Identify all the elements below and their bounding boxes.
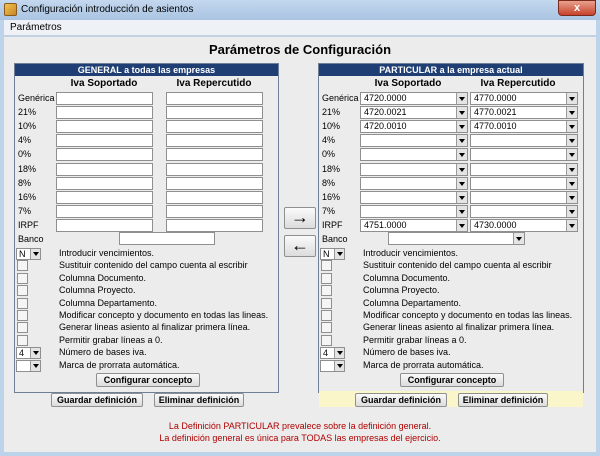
particular-repercutido-select[interactable] xyxy=(470,120,578,133)
chevron-down-icon[interactable] xyxy=(334,361,344,371)
particular-option-label: Columna Proyecto. xyxy=(363,285,440,295)
particular-option-label: Marca de prorrata automática. xyxy=(363,360,484,370)
particular-row-label: IRPF xyxy=(322,220,343,230)
general-soportado-input[interactable] xyxy=(56,177,153,190)
select-value: 4770.0021 xyxy=(474,107,517,117)
general-repercutido-input[interactable] xyxy=(166,120,263,133)
general-repercutido-input[interactable] xyxy=(166,92,263,105)
general-soportado-input[interactable] xyxy=(56,92,153,105)
chevron-down-icon[interactable] xyxy=(566,93,577,104)
chevron-down-icon[interactable] xyxy=(334,249,344,259)
particular-guardar-definicion-button[interactable]: Guardar definición xyxy=(355,393,447,407)
general-soportado-input[interactable] xyxy=(56,163,153,176)
particular-banco-label: Banco xyxy=(322,234,348,244)
general-header: GENERAL a todas las empresas xyxy=(15,64,278,76)
general-row-label: 8% xyxy=(18,178,32,188)
chevron-down-icon[interactable] xyxy=(566,135,577,146)
general-row-label: 7% xyxy=(18,206,32,216)
particular-repercutido-select[interactable] xyxy=(470,148,578,161)
chevron-down-icon[interactable] xyxy=(566,149,577,160)
particular-repercutido-select[interactable] xyxy=(470,191,578,204)
particular-repercutido-select[interactable] xyxy=(470,134,578,147)
general-option-label: Permitir grabar líneas a 0. xyxy=(59,335,163,345)
general-guardar-definicion-button[interactable]: Guardar definición xyxy=(51,393,143,407)
particular-repercutido-select[interactable] xyxy=(470,205,578,218)
general-row-label: 0% xyxy=(18,149,32,159)
particular-col-soportado: Iva Soportado xyxy=(374,78,442,89)
chevron-down-icon[interactable] xyxy=(566,178,577,189)
select-value: 4 xyxy=(323,348,329,358)
particular-soportado-select[interactable] xyxy=(360,92,468,105)
general-repercutido-input[interactable] xyxy=(166,106,263,119)
general-row-label: 18% xyxy=(18,164,37,174)
general-banco-input[interactable] xyxy=(119,232,215,245)
select-value: 4720.0010 xyxy=(364,121,407,131)
chevron-down-icon[interactable] xyxy=(456,107,467,118)
general-soportado-input[interactable] xyxy=(56,106,153,119)
particular-soportado-select[interactable] xyxy=(360,148,468,161)
particular-option-checkbox[interactable] xyxy=(321,310,332,321)
chevron-down-icon[interactable] xyxy=(334,348,344,358)
copy-to-particular-button[interactable] xyxy=(284,207,316,229)
particular-row-label: 10% xyxy=(322,121,341,131)
particular-banco-select[interactable] xyxy=(388,232,525,245)
particular-repercutido-select[interactable] xyxy=(470,106,578,119)
chevron-down-icon[interactable] xyxy=(566,220,577,231)
general-option-checkbox[interactable] xyxy=(17,285,28,296)
chevron-down-icon[interactable] xyxy=(456,121,467,132)
general-option-label: Introducir vencimientos. xyxy=(59,248,155,258)
general-option-label: Columna Departamento. xyxy=(59,298,158,308)
particular-row-label: 0% xyxy=(322,149,336,159)
general-option-select[interactable] xyxy=(16,360,41,372)
general-soportado-input[interactable] xyxy=(56,205,153,218)
particular-soportado-select[interactable] xyxy=(360,120,468,133)
chevron-down-icon[interactable] xyxy=(456,220,467,231)
page-title: Parámetros de Configuración xyxy=(208,42,392,57)
particular-option-label: Sustituir contenido del campo cuenta al escribir xyxy=(363,260,552,270)
general-row-label: IRPF xyxy=(18,220,39,230)
select-value: 4770.0000 xyxy=(474,93,517,103)
chevron-down-icon[interactable] xyxy=(456,135,467,146)
select-value: 4770.0010 xyxy=(474,121,517,131)
general-col-repercutido: Iva Repercutido xyxy=(176,78,252,89)
close-button[interactable]: x xyxy=(558,0,596,16)
particular-col-repercutido: Iva Repercutido xyxy=(480,78,556,89)
chevron-down-icon[interactable] xyxy=(456,206,467,217)
chevron-down-icon[interactable] xyxy=(456,178,467,189)
general-option-checkbox[interactable] xyxy=(17,335,28,346)
particular-option-select[interactable] xyxy=(320,360,345,372)
general-option-select[interactable] xyxy=(16,347,41,359)
general-row-label: 4% xyxy=(18,135,32,145)
general-row-label: 21% xyxy=(18,107,37,117)
general-option-checkbox[interactable] xyxy=(17,260,28,271)
particular-option-checkbox[interactable] xyxy=(321,285,332,296)
particular-option-label: Permitir grabar líneas a 0. xyxy=(363,335,467,345)
particular-option-checkbox[interactable] xyxy=(321,260,332,271)
general-repercutido-input[interactable] xyxy=(166,205,263,218)
particular-soportado-select[interactable] xyxy=(360,163,468,176)
chevron-down-icon[interactable] xyxy=(30,361,40,371)
general-repercutido-input[interactable] xyxy=(166,163,263,176)
particular-repercutido-select[interactable] xyxy=(470,163,578,176)
particular-option-label: Introducir vencimientos. xyxy=(363,248,459,258)
chevron-down-icon[interactable] xyxy=(30,249,40,259)
general-repercutido-input[interactable] xyxy=(166,219,263,232)
chevron-down-icon[interactable] xyxy=(456,93,467,104)
particular-option-label: Generar lineas asiento al finalizar primera línea. xyxy=(363,322,555,332)
general-soportado-input[interactable] xyxy=(56,134,153,147)
general-option-label: Columna Documento. xyxy=(59,273,147,283)
particular-soportado-select[interactable] xyxy=(360,177,468,190)
general-option-checkbox[interactable] xyxy=(17,298,28,309)
general-option-checkbox[interactable] xyxy=(17,310,28,321)
particular-header: PARTICULAR a la empresa actual xyxy=(319,64,583,76)
general-soportado-input[interactable] xyxy=(56,148,153,161)
chevron-down-icon[interactable] xyxy=(30,348,40,358)
general-option-label: Modificar concepto y documento en todas las lineas. xyxy=(59,310,269,320)
general-option-select[interactable] xyxy=(16,248,41,260)
particular-row-label: 7% xyxy=(322,206,336,216)
general-repercutido-input[interactable] xyxy=(166,177,263,190)
general-row-label: Genérica xyxy=(18,93,55,103)
general-eliminar-definicion-button[interactable]: Eliminar definición xyxy=(154,393,244,407)
menu-bar xyxy=(4,20,596,36)
general-soportado-input[interactable] xyxy=(56,120,153,133)
select-value: N xyxy=(19,249,26,259)
particular-option-checkbox[interactable] xyxy=(321,273,332,284)
general-option-label: Sustituir contenido del campo cuenta al escribir xyxy=(59,260,248,270)
particular-soportado-select[interactable] xyxy=(360,134,468,147)
particular-row-label: 18% xyxy=(322,164,341,174)
footer-note-1: La Definición PARTICULAR prevalece sobre la definición general. xyxy=(168,421,432,431)
particular-repercutido-select[interactable] xyxy=(470,92,578,105)
particular-option-select[interactable] xyxy=(320,248,345,260)
general-row-label: 10% xyxy=(18,121,37,131)
chevron-down-icon[interactable] xyxy=(566,206,577,217)
particular-option-label: Columna Documento. xyxy=(363,273,451,283)
general-soportado-input[interactable] xyxy=(56,191,153,204)
chevron-down-icon[interactable] xyxy=(456,149,467,160)
particular-row-label: 16% xyxy=(322,192,341,202)
select-value: 4 xyxy=(19,348,25,358)
particular-option-select[interactable] xyxy=(320,347,345,359)
particular-repercutido-select[interactable] xyxy=(470,177,578,190)
menu-parametros[interactable]: Parámetros xyxy=(10,22,62,33)
select-value: 4730.0000 xyxy=(474,220,517,230)
general-option-label: Marca de prorrata automática. xyxy=(59,360,180,370)
particular-option-label: Modificar concepto y documento en todas las lineas. xyxy=(363,310,573,320)
particular-soportado-select[interactable] xyxy=(360,191,468,204)
select-value: 4751.0000 xyxy=(364,220,407,230)
general-repercutido-input[interactable] xyxy=(166,191,263,204)
particular-option-checkbox[interactable] xyxy=(321,298,332,309)
footer-note-2: La definición general es única para TODAS las empresas del ejercicio. xyxy=(159,433,441,443)
particular-repercutido-select[interactable] xyxy=(470,219,578,232)
general-option-checkbox[interactable] xyxy=(17,273,28,284)
particular-option-label: Número de bases iva. xyxy=(363,347,451,357)
particular-soportado-select[interactable] xyxy=(360,106,468,119)
particular-row-label: Genérica xyxy=(322,93,359,103)
general-repercutido-input[interactable] xyxy=(166,134,263,147)
copy-to-general-button[interactable] xyxy=(284,235,316,257)
general-option-label: Generar lineas asiento al finalizar primera línea. xyxy=(59,322,251,332)
particular-soportado-select[interactable] xyxy=(360,219,468,232)
chevron-down-icon[interactable] xyxy=(456,192,467,203)
chevron-down-icon[interactable] xyxy=(513,233,524,244)
general-option-label: Columna Proyecto. xyxy=(59,285,136,295)
particular-eliminar-definicion-button[interactable]: Eliminar definición xyxy=(458,393,548,407)
chevron-down-icon[interactable] xyxy=(456,164,467,175)
arrow-right-icon: → xyxy=(291,207,309,227)
particular-option-checkbox[interactable] xyxy=(321,322,332,333)
particular-option-checkbox[interactable] xyxy=(321,335,332,346)
particular-option-label: Columna Departamento. xyxy=(363,298,462,308)
general-configurar-concepto-button[interactable]: Configurar concepto xyxy=(96,373,200,387)
particular-row-label: 21% xyxy=(322,107,341,117)
general-soportado-input[interactable] xyxy=(56,219,153,232)
general-banco-label: Banco xyxy=(18,234,44,244)
general-row-label: 16% xyxy=(18,192,37,202)
select-value: 4720.0000 xyxy=(364,93,407,103)
select-value: N xyxy=(323,249,330,259)
particular-soportado-select[interactable] xyxy=(360,205,468,218)
window-title: Configuración introducción de asientos xyxy=(21,4,194,15)
general-option-checkbox[interactable] xyxy=(17,322,28,333)
particular-row-label: 8% xyxy=(322,178,336,188)
chevron-down-icon[interactable] xyxy=(566,121,577,132)
general-option-label: Número de bases iva. xyxy=(59,347,147,357)
app-icon xyxy=(4,3,17,16)
chevron-down-icon[interactable] xyxy=(566,192,577,203)
general-repercutido-input[interactable] xyxy=(166,148,263,161)
chevron-down-icon[interactable] xyxy=(566,107,577,118)
particular-configurar-concepto-button[interactable]: Configurar concepto xyxy=(400,373,504,387)
general-col-soportado: Iva Soportado xyxy=(70,78,138,89)
select-value: 4720.0021 xyxy=(364,107,407,117)
chevron-down-icon[interactable] xyxy=(566,164,577,175)
particular-row-label: 4% xyxy=(322,135,336,145)
arrow-left-icon: ← xyxy=(291,235,309,255)
